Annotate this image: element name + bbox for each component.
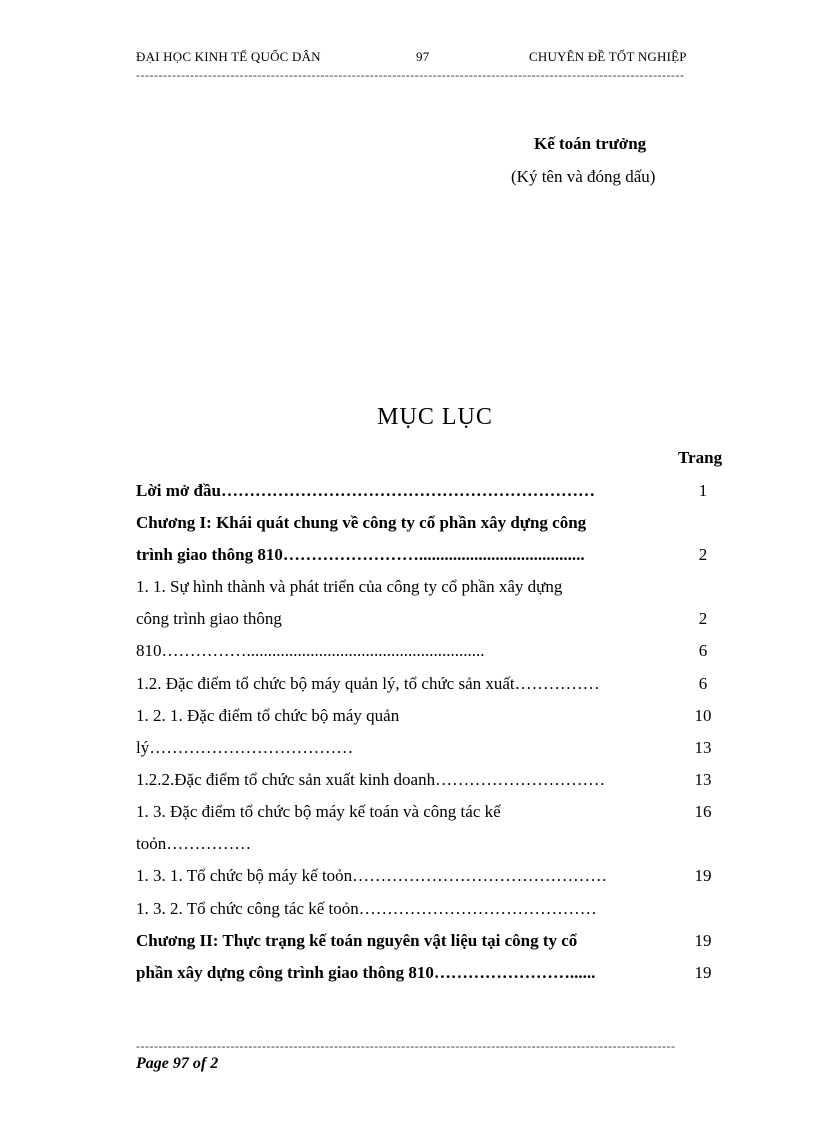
toc-page-number: 6 [698,674,708,693]
signature-title: Kế toán trưởng [534,134,647,153]
toc-page-number: 2 [698,545,708,564]
toc-page-number: 6 [698,641,708,660]
toc-line: 1. 1. Sự hình thành và phát triển của công ty cổ phần xây dựng [136,577,563,596]
footer-rule: ------------------------------------------------------------------------------------------------------------------------ [136,1039,676,1053]
toc-line: toỏn…………… [136,834,252,853]
toc-page-number: 13 [694,770,712,789]
toc-line: phần xây dựng công trình giao thông 810……………………...... [136,963,596,982]
toc-page-number: 13 [694,738,712,757]
header-page-number: 97 [416,49,430,64]
footer-page-label: Page 97 of 2 [136,1055,219,1072]
toc-line: 1.2. Đặc điểm tổ chức bộ máy quản lý, tổ chức sản xuất…………… [136,674,600,693]
toc-line: 1.2.2.Đặc điểm tổ chức sản xuất kinh doanh………………………… [136,770,606,789]
toc-line: lý……………………………… [136,738,354,757]
toc-page-number: 16 [694,802,712,821]
header-thesis-label: CHUYÊN ĐỀ TỐT NGHIỆP [529,49,687,64]
toc-line: Chương I: Khái quát chung về công ty cổ phần xây dựng công [136,513,587,532]
toc-page-number: 19 [694,866,712,885]
toc-page-number: 19 [694,963,712,982]
toc-page-number: 10 [694,706,712,725]
toc-line: 810……………........................................................ [136,641,485,660]
toc-line: 1. 2. 1. Đặc điểm tổ chức bộ máy quản [136,706,400,725]
toc-line: công trình giao thông [136,609,282,628]
toc-page-column-label: Trang [678,448,723,467]
header-rule: -------------------------------------------------------------------------------------------------------------------------- [136,68,685,82]
toc-line: 1. 3. Đặc điểm tổ chức bộ máy kế toán và công tác kế [136,802,501,821]
toc-page-number: 19 [694,931,712,950]
toc-page-number: 1 [698,481,708,500]
toc-line: trình giao thông 810……………………....................................... [136,545,585,564]
toc-page-number: 2 [698,609,708,628]
signature-subtitle: (Ký tên và đóng dấu) [511,167,656,186]
toc-title: MỤC LỤC [377,404,493,430]
toc-line: Lời mở đầu………………………………………………………… [136,481,595,500]
toc-line: Chương II: Thực trạng kế toán nguyên vật liệu tại công ty cổ [136,931,578,950]
toc-line: 1. 3. 2. Tổ chức công tác kế toỏn…………………………………… [136,899,597,918]
toc-line: 1. 3. 1. Tổ chức bộ máy kế toỏn……………………………………… [136,866,608,885]
header-university: ĐẠI HỌC KINH TẾ QUỐC DÂN [136,49,321,64]
